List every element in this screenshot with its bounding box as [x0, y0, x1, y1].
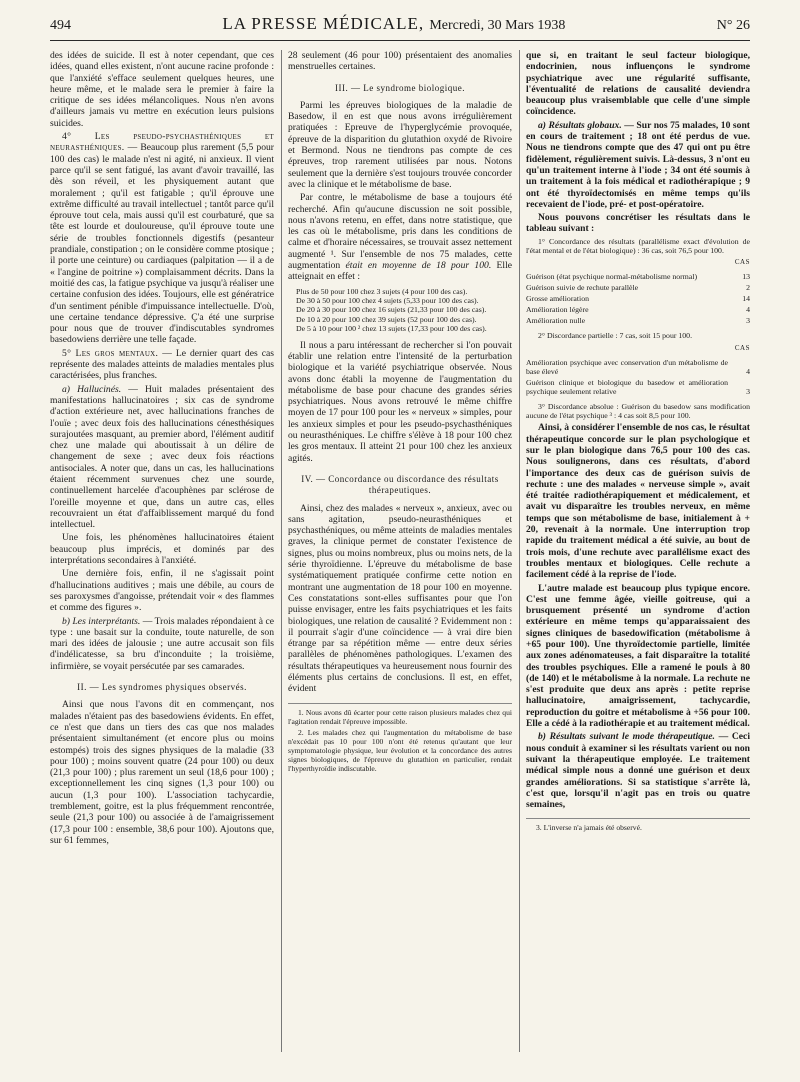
table-cell-label: Grosse amélioration: [526, 294, 590, 304]
paragraph-resultats-globaux: [526, 120, 750, 210]
subsection-heading: 4° Les pseudo-psychasthéniques et neurasthéniques.: [50, 131, 274, 154]
issue-date: Mercredi, 30 Mars 1938: [429, 18, 566, 33]
paragraph-gros-mentaux: [50, 348, 274, 382]
paragraph: Une dernière fois, enfin, il ne s'agissait point d'hallucinations auditives ; mais une débile, au cours de ses paroxysmes d'angoisse, prétendait voir « des flammes et comme des figures ».: [50, 568, 274, 614]
emphasis-text: était en moyenne de 18 pour 100.: [345, 260, 492, 272]
paragraph: Ainsi que nous l'avons dit en commençant, nos malades n'étaient pas des basedowiens évidents. En effet, ce n'est que dans un tiers des cas que nos malades présentaient simultanément (et encore plus ou moins estompés) trois des signes physiques de la maladie (33 pour 100) ; moins souvent quatre (24 pour 100) ou deux (21,3 pour 100) ; plus rarement un seul (18,6 pour 100) ; exceptionnellement les cinq signes (1,3 pour 100) ou aucun (1,3 pour 100). L'association tachycardie, tremblement, goitre, est la plus fréquemment rencontrée, seule (21,3 pour 100) ou associée à de l'amaigrissement (17,3 pour 100 : ensemble, 38,6 pour 100). Ajoutons que, sur 61 femmes,: [50, 699, 274, 846]
paragraph-mode-therapeutique: [526, 731, 750, 810]
paragraph: Il nous a paru intéressant de rechercher si l'on pouvait établir une relation entre l'intensité de la perturbation biologique et la variété psychiatrique observée. Nous avons donc établi la moyenne de l'augmentation du métabolisme de base pour chacune des grandes séries psychiatriques. Nous avons retrouvé le même chiffre moyen de 17 pour 100 pour les « nerveux » simples, pour les anxieux simples et pour les pseudo-psychasthéniques ou neurasthéniques. Le chiffre s'élève à 18 pour 100 chez les gros mentaux. Il atteint 21 pour 100 chez les anxieux agités.: [288, 339, 512, 464]
paragraph-text: Elle atteignait en effet :: [288, 260, 512, 283]
table-title: 1° Concordance des résultats (parallélisme exact d'évolution de l'état mental et de l'état biologique) : 36 cas, soit 76,5 pour 100.: [526, 236, 750, 255]
table-row: [526, 293, 750, 304]
paragraph: 28 seulement (46 pour 100) présentaient des anomalies menstruelles certaines.: [288, 50, 512, 73]
list-item: De 30 à 50 pour 100 chez 4 sujets (5,33 pour 100 des cas).: [296, 296, 479, 306]
paragraph: Ainsi, à considérer l'ensemble de nos cas, le résultat thérapeutique concorde sur le plan psychologique et sur le plan biologique dans 76,5 pour 100 des cas. Nous soulignerons, dans ces résultats, d'abord l'importance des deux cas de guérison suivis de rechute : une des malades « nerveuse simple », avait été traitée radiothérapiquement et médicalement, et avait vu disparaître les troubles nerveux, en même temps que son métabolisme de base, initialement à + 20, revenait à la normale. Une interruption trop rapide du traitement médical a été suivie, au bout de trois mois, d'une rechute avec parallélisme exact des troubles mentaux et biologiques. Celle rechute a facilement cédé à la reprise de l'iode.: [526, 422, 750, 581]
results-table-concordance: [526, 271, 750, 326]
table-unit-header: CAS: [734, 343, 750, 352]
footnote: 3. L'inverse n'a jamais été observé.: [536, 823, 642, 833]
table-cell-value: 2: [746, 283, 750, 293]
section-heading: III. — Le syndrome biologique.: [335, 82, 465, 93]
item-label: b) Résultats suivant le mode thérapeutique.: [538, 731, 715, 743]
item-label: a) Résultats globaux.: [538, 119, 622, 131]
list-item: De 5 à 10 pour 100 ² chez 13 sujets (17,33 pour 100 des cas).: [296, 324, 487, 334]
column-divider: [519, 50, 520, 1052]
table-cell-label: Guérison (état psychique normal-métabolisme normal): [526, 272, 698, 282]
list-item: Plus de 50 pour 100 chez 3 sujets (4 pour 100 des cas).: [296, 286, 468, 296]
paragraph: Une fois, les phénomènes hallucinatoires étaient beaucoup plus imprécis, et dominés par des interprétations secondaires à l'anxiété.: [50, 532, 274, 567]
column-3: [526, 50, 750, 1054]
table-cell-value: 13: [742, 272, 750, 282]
table-cell-value: 3: [746, 386, 750, 396]
paragraph: L'autre malade est beaucoup plus typique encore. C'est une femme âgée, vieille goitreuse, qui a brusquement présenté un syndrome d'action extérieure en même temps qu'apparaissaient des signes cliniques de basedowification (métabolisme à +65 pour 100). Une thyroïdectomie partielle, limitée aux zones adénomateuses, a fait disparaître la totalité des troubles psychiques. Elle a ramené le pouls à 80 (de 140) et le métabolisme à la normale. La rechute ne s'est produite que deux ans après : petite reprise hallucinatoire, amaigrissement, tachycardie, reproduction du goitre et métabolisme à +56 pour 100. Elle a cédé à la radiothérapie et au traitement médical.: [526, 582, 750, 730]
column-2: [288, 50, 512, 1054]
item-label: b) Les interprétants.: [62, 615, 141, 627]
table-cell-value: 3: [746, 316, 750, 326]
paragraph-text: — Huit malades présentaient des manifestations hallucinatoires ; six cas de syndrome d'action extérieure net, avec hallucinations franches de l'ouïe ; avec deux fois des hallucinations cénesthésiques surajoutées masquant, au premier abord, l'élément auditif chez une malade qui aboutissait à un délire de changement de sexe ; avec deux fois réactions antisociales. A noter que, dans un cas, les hallucinations étaient récemment survenues chez une sourde, continuellement harcelée d'acouphènes par sclérose de l'oreille moyenne et que, dans un autre cas, elles recouvraient un état d'affaiblissement marqué du fond intellectuel.: [50, 383, 274, 531]
paragraph-metabolisme: [288, 192, 512, 282]
paragraph-text: — Trois malades répondaient à ce type : une basait sur la conduite, toute naturelle, de son mari des idées de jalousie ; une autre accusait son fils d'indélicatesse, sa bru d'inconduite ; la troisième, infirmière, se voyait persécutée par ses camarades.: [50, 615, 274, 672]
table-cell-label: Amélioration légère: [526, 305, 589, 315]
table-cell-value: 4: [746, 305, 750, 315]
table-cell-label: Guérison clinique et biologique du basedow et amélioration psychique seulement relative: [526, 377, 728, 396]
item-label: a) Hallucinés.: [62, 383, 122, 395]
paragraph: Parmi les épreuves biologiques de la maladie de Basedow, il en est que nous avons irrégulièrement pratiquées : Epreuve de l'hyperglycémie provoquée, épreuve de la disparition du glutathion oxydé de Rivoire et Bermond. Nous ne tiendrons pas compte de ces épreuves, trop rarement utilisées par nous. Notons seulement que la dernière s'est toujours trouvée concorder avec la clinique et le métabolisme de base.: [288, 99, 512, 190]
paragraph-text: — Sur nos 75 malades, 10 sont en cours de traitement ; 18 ont été perdus de vue. Nous ne tiendrons compte que des 47 qui ont pu être fidèlement, régulièrement suivis. Là-dessus, 3 n'ont eu qu'un traitement interne à l'iode ; 34 ont été soumis à un traitement à la fois médical et radiothérapique ; 9 ont été thyroïdectomisés en même temps qu'ils recevaient de l'iode, pré- et post-opératoire.: [526, 119, 750, 210]
page-number: 494: [50, 18, 71, 33]
paragraph: que si, en traitant le seul facteur biologique, endocrinien, nous influençons le syndrome psychiatrique avec une régularité suffisante, l'éventualité de relations de causalité deviendra beaucoup plus vraisemblable que celle d'une simple coïncidence.: [526, 50, 750, 118]
paragraph: des idées de suicide. Il est à noter cependant, que ces idées, quand elles existent, n'ont aucune racine profonde : que l'anxiété s'efface seulement quelques heures, une heure même, et le malade sera le premier à faire la critique de ses idées mélancoliques. Nous n'en avons d'ailleurs jamais vu mettre en exécution leurs pulsions suicides.: [50, 50, 274, 129]
column-1: [50, 50, 274, 1054]
table-row: [526, 304, 750, 315]
table-cell-value: 4: [746, 366, 750, 376]
table-cell-label: Guérison suivie de rechute parallèle: [526, 283, 639, 293]
paragraph-pseudo-psychastheniques: [50, 131, 274, 346]
paragraph-text: — Ceci nous conduit à examiner si les résultats varient ou non suivant la thérapeutique employée. Le traitement médical simple nous a donné une guérison et deux grandes améliorations. Si sa statistique s'arrête là, c'est que, lorsqu'il n'agit pas en trois ou quatre semaines,: [526, 731, 750, 811]
table-row: [526, 315, 750, 326]
list-item: De 10 à 20 pour 100 chez 39 sujets (52 pour 100 des cas).: [296, 314, 477, 324]
section-heading: IV. — Concordance ou discordance des résultats thérapeutiques.: [301, 473, 499, 496]
paragraph-text: — Beaucoup plus rarement (5,5 pour 100 des cas) le malade n'est ni agité, ni anxieux. Il vient parce qu'il se sent fatigué, las avant d'avoir travaillé, las dès son réveil, et les physiquement autant que moralement ; qu'il est fatigable ; qu'il éprouve une extrême difficulté au travail intellectuel ; tantôt parce qu'il éprouve tout cela, mais aussi qu'il est courbaturé, que sa tête est lourde et douloureuse, qu'il éprouve toute une série de troubles fonctionnels digestifs (pesanteur prandiale, constipation ; on le considère comme ptosique ; il porte une ceinture) ou cardiaques (palpitation — il a de « l'angine de poitrine ») complaisamment décrits. Dans la moitié des cas, la fatigue psychique va jusqu'à réaliser une certaine confusion des idées. Toujours, elle est génératrice d'un sentiment pénible d'impuissance intellectuelle. D'où, une certaine tendance dépressive. Ç'a été une surprise pour nous que de trouver d'indiscutables syndromes basedowiens derrière une telle façade.: [50, 142, 274, 346]
footnote: 1. Nous avons dû écarter pour cette raison plusieurs malades chez qui l'agitation rendait l'épreuve impossible.: [288, 707, 512, 726]
footnotes: [288, 703, 512, 773]
results-table-discordance-partielle: [526, 357, 750, 397]
list-item: De 20 à 30 pour 100 chez 16 sujets (21,33 pour 100 des cas).: [296, 305, 487, 315]
table-cell-label: Amélioration psychique avec conservation d'un métabolisme de base élevé: [526, 357, 728, 376]
metabolism-list: [296, 287, 512, 334]
issue-number: N° 26: [716, 18, 750, 33]
table-cell-value: 14: [742, 294, 750, 304]
table-row: [526, 377, 750, 397]
paragraph-hallucines: [50, 384, 274, 531]
table-row: [526, 271, 750, 282]
table-unit-header: CAS: [734, 258, 750, 267]
table-title: 3° Discordance absolue : Guérison du basedow sans modification aucune de l'état psychique ³ : 4 cas soit 8,5 pour 100.: [526, 401, 750, 421]
section-heading: II. — Les syndromes physiques observés.: [77, 682, 247, 693]
paragraph: Ainsi, chez des malades « nerveux », anxieux, avec ou sans agitation, pseudo-neurasthéniques et psychasthéniques, ou même atteints de maladies mentales graves, la clinique permet de constater l'existence de signes, plus ou moins nombreux, plus ou moins nets, de la série thyroïdienne. L'épreuve du métabolisme de base systématiquement pratiquée confirme cette notion en montrant une augmentation de 18 pour 100 en moyenne. Ces constatations sont-elles suffisantes pour que l'on puisse envisager, entre les faits psychiatriques et les faits biologiques, une relation de causalité ? Evidemment non : il pourrait s'agir d'une coïncidence — à vrai dire bien étrange par sa répétition même — entre deux séries parallèles de phénomènes pathologiques. L'examen des résultats thérapeutiques va heureusement nous fournir des éléments plus certains de conclusions. Il est, en effet, évident: [288, 502, 512, 695]
paragraph-text: — Le dernier quart des cas représente des malades atteints de maladies mentales plus caractérisées, plus franches.: [50, 347, 274, 382]
paragraph-interpretants: [50, 616, 274, 672]
page-header: [50, 14, 750, 41]
table-row: [526, 357, 750, 377]
footnotes: [526, 818, 750, 832]
table-row: [526, 282, 750, 293]
journal-title: [222, 14, 565, 34]
journal-name: LA PRESSE MÉDICALE,: [222, 14, 425, 33]
paragraph: Nous pouvons concrétiser les résultats dans le tableau suivant :: [526, 212, 750, 235]
subsection-heading: 5° Les gros mentaux.: [62, 347, 159, 359]
footnote: 2. Les malades chez qui l'augmentation du métabolisme de base n'excédait pas 10 pour 100 n'ont été retenus qu'autant que leur symptomatologie physique, leur évolution et la concordance des autres signes biologiques, de l'épreuve du glutathion en particulier, rendait l'hyperthyroïdie indiscutable.: [288, 727, 512, 773]
paragraph-text: Par contre, le métabolisme de base a toujours été recherché. Afin qu'aucune discussion ne soit possible, nous n'avons retenu, en effet, dans notre statistique, que les cas où le métabolisme, pris dans les conditions de calme et d'horaire nécessaires, se trouvait assez nettement augmenté ¹. Sur l'ensemble de nos 75 malades, cette augmentation: [288, 192, 512, 272]
table-cell-label: Amélioration nulle: [526, 316, 586, 326]
table-title: 2° Discordance partielle : 7 cas, soit 15 pour 100.: [538, 331, 693, 341]
column-divider: [281, 50, 282, 1052]
